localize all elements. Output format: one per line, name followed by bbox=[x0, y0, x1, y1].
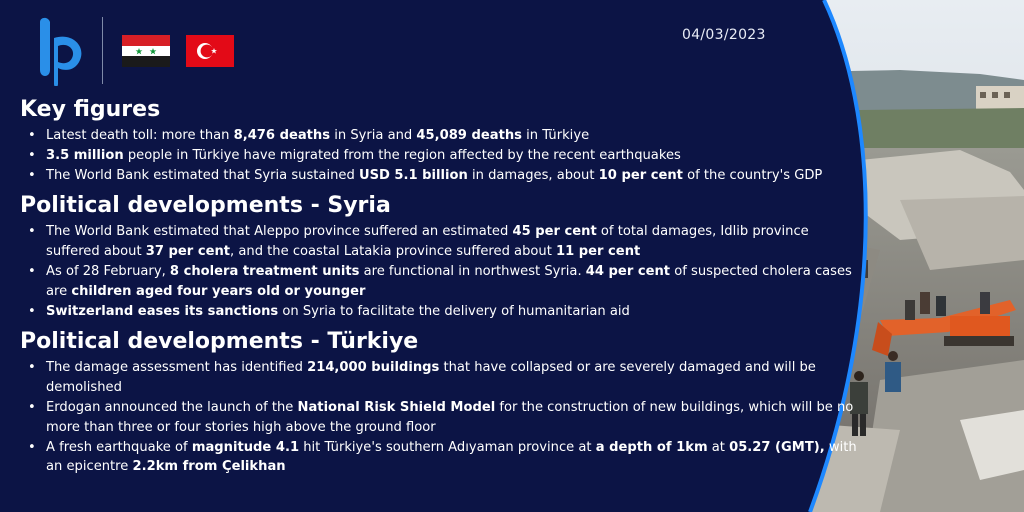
bullet-item bbox=[46, 126, 860, 146]
bullet-item bbox=[46, 302, 860, 322]
highlight-text: 45,089 deaths bbox=[416, 128, 522, 143]
highlight-text: 45 per cent bbox=[512, 224, 597, 240]
highlight-text: USD 5.1 billion bbox=[358, 167, 468, 183]
highlight-text: children aged four years old or younger bbox=[71, 283, 366, 299]
section-0 bbox=[20, 96, 860, 185]
highlight-text: National Risk Shield Model bbox=[297, 399, 496, 415]
body-text: in damages, about bbox=[467, 167, 599, 183]
highlight-text: 8,476 deaths bbox=[233, 128, 331, 143]
highlight-text: 3.5 million bbox=[46, 147, 124, 163]
highlight-text: 37 per cent bbox=[145, 244, 231, 260]
body-text: in Türkiye bbox=[521, 128, 590, 143]
organization-logo-icon bbox=[36, 16, 88, 86]
bullet-list bbox=[20, 358, 860, 477]
content-area bbox=[20, 96, 860, 477]
body-text: The World Bank estimated that Syria sustained bbox=[46, 167, 359, 183]
body-text: of total damages, Idlib province suffered about bbox=[46, 224, 809, 260]
highlight-text: 05.27 (GMT), bbox=[729, 439, 825, 455]
bullet-item bbox=[46, 438, 860, 478]
body-text: for the construction of new buildings, which will be no more than three or four stories high above the ground floor bbox=[46, 399, 854, 435]
turkey-flag-icon bbox=[186, 35, 234, 67]
highlight-text: 44 per cent bbox=[585, 263, 671, 279]
body-text: of the country's GDP bbox=[682, 167, 823, 183]
report-date: 04/03/2023 bbox=[682, 27, 766, 43]
syria-flag-icon bbox=[122, 35, 170, 67]
body-text: The damage assessment has identified bbox=[46, 360, 308, 376]
highlight-text: 2.2km from Çelikhan bbox=[132, 459, 286, 475]
highlight-text: 8 cholera treatment units bbox=[169, 263, 360, 279]
highlight-text: 214,000 buildings bbox=[307, 360, 440, 376]
bullet-item bbox=[46, 166, 860, 186]
bullet-item bbox=[46, 358, 860, 398]
body-text: people in Türkiye have migrated from the region affected by the recent earthquakes bbox=[123, 147, 681, 163]
section-title: Political developments - Türkiye bbox=[20, 329, 419, 355]
highlight-text: 10 per cent bbox=[598, 167, 683, 183]
highlight-text: 11 per cent bbox=[556, 244, 641, 260]
body-text: Erdogan announced the launch of the bbox=[46, 399, 298, 415]
body-text: A fresh earthquake of bbox=[46, 439, 192, 455]
bullet-list bbox=[20, 222, 860, 321]
section-title: Political developments - Syria bbox=[20, 193, 391, 219]
body-text: that have collapsed or are severely damaged and will be demolished bbox=[46, 360, 816, 396]
highlight-text: magnitude 4.1 bbox=[191, 439, 300, 455]
header-divider bbox=[102, 17, 103, 84]
bullet-item bbox=[46, 262, 860, 302]
bullet-item bbox=[46, 222, 860, 262]
body-text: hit Türkiye's southern Adıyaman province at bbox=[299, 439, 596, 455]
body-text: Latest death toll: more than bbox=[46, 128, 234, 143]
section-1 bbox=[20, 192, 860, 321]
bullet-list bbox=[20, 126, 860, 185]
section-title: Key figures bbox=[20, 97, 161, 122]
body-text: are functional in northwest Syria. bbox=[359, 263, 586, 279]
body-text: The World Bank estimated that Aleppo province suffered an estimated bbox=[46, 224, 513, 240]
body-text: on Syria to facilitate the delivery of humanitarian aid bbox=[278, 303, 630, 319]
body-text: in Syria and bbox=[330, 128, 417, 143]
body-text: with an epicentre bbox=[46, 439, 857, 475]
section-2 bbox=[20, 328, 860, 477]
bullet-item bbox=[46, 398, 860, 438]
body-text: of suspected cholera cases are bbox=[46, 263, 852, 299]
highlight-text: Switzerland eases its sanctions bbox=[46, 303, 279, 319]
highlight-text: a depth of 1km bbox=[595, 439, 708, 455]
body-text: , and the coastal Latakia province suffered about bbox=[230, 244, 556, 260]
body-text: As of 28 February, bbox=[46, 263, 170, 279]
bullet-item bbox=[46, 146, 860, 166]
body-text: at bbox=[707, 439, 730, 455]
